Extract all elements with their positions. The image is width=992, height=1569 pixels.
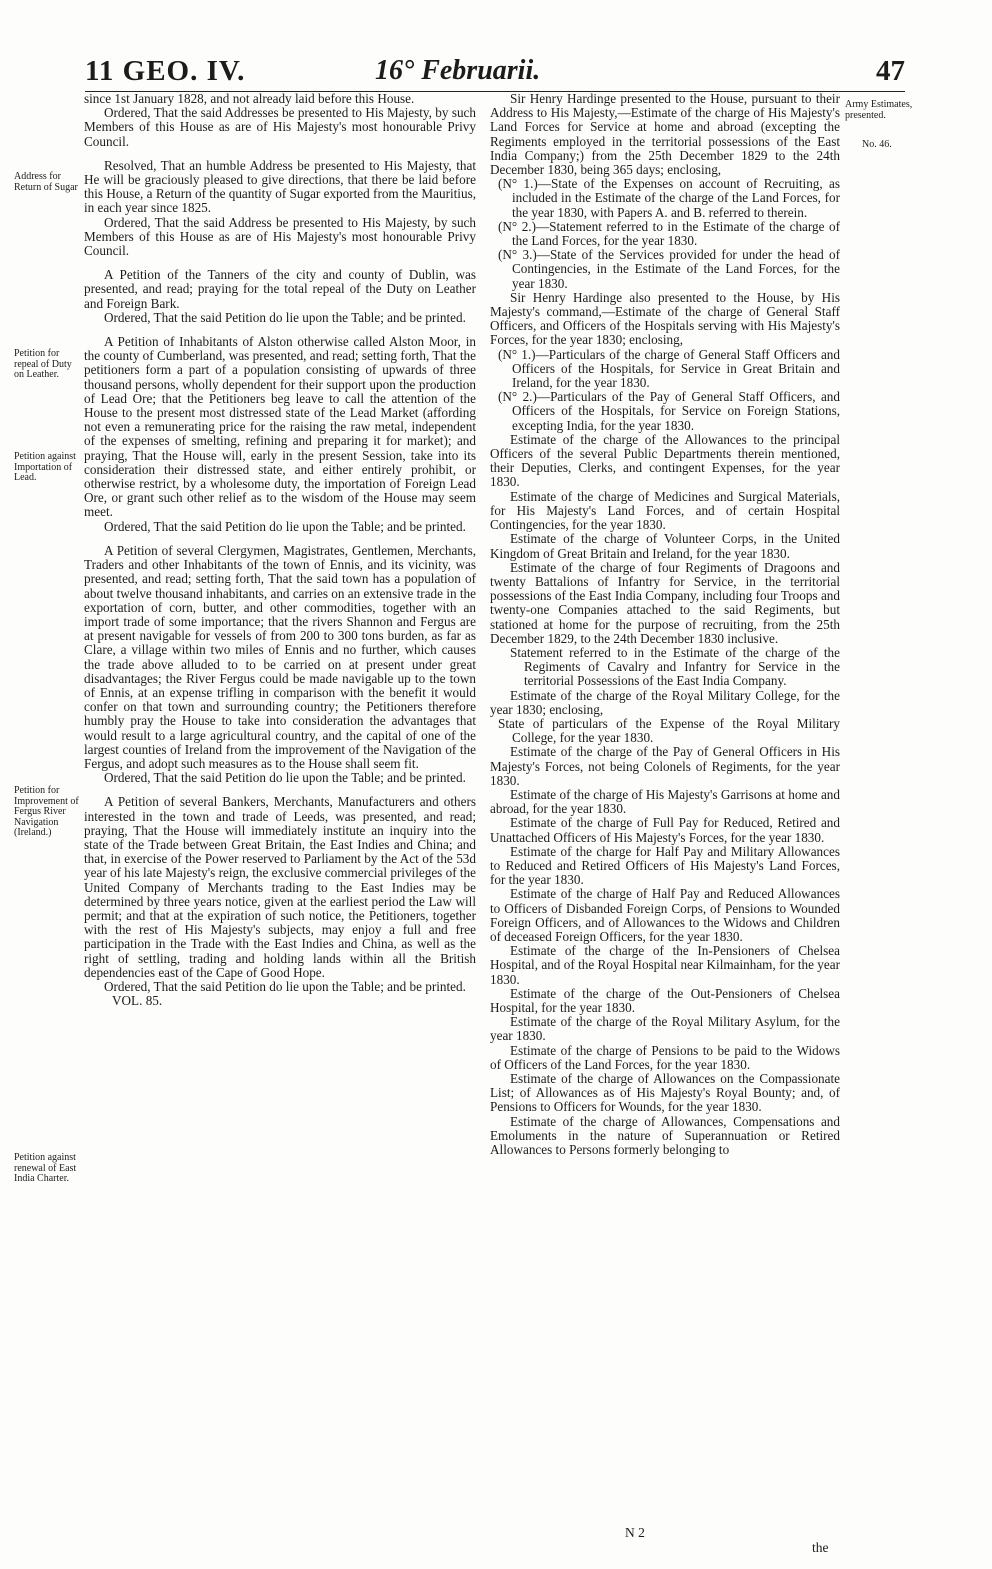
left-column [84, 92, 476, 1008]
paragraph: Ordered, That the said Address be presented to His Majesty, by such Members of this House as are of His Majesty's most honourable Privy Council. [84, 214, 476, 259]
margin-note-east-india: Petition against renewal of East India Charter. [14, 1152, 77, 1184]
paragraph: Ordered, That the said Petition do lie upon the Table; and be printed. [104, 518, 466, 534]
paragraph: Ordered, That the said Petition do lie upon the Table; and be printed. [104, 770, 466, 786]
margin-note-army: Army Estimates, presented. [845, 99, 913, 121]
paragraph: Resolved, That an humble Address be presented to His Majesty, that He will be graciously pleased to give directions, that there be laid before this House, a Return of the quantity of Sugar exported from the Mauritius, in each year since 1825. [84, 157, 476, 216]
paragraph: Ordered, That the said Addresses be presented to His Majesty, by such Members of this House as are of His Majesty's most honourable Privy Council. [84, 105, 476, 149]
enclosure-item: (N° 3.)—State of the Services provided for under the head of Contingencies, in the Estimate of the Land Forces, for the year 1830. [498, 247, 840, 291]
paragraph: Estimate of the charge of the Royal Military Asylum, for the year 1830. [490, 1014, 840, 1044]
paragraph: Estimate of the charge of Full Pay for Reduced, Retired and Unattached Officers of His Majesty's Forces, for the year 1830. [490, 815, 840, 845]
margin-note-leather: Petition for repeal of Duty on Leather. [14, 348, 72, 380]
volume-signature: VOL. 85. [112, 993, 163, 1009]
paragraph: Estimate of the charge of the Allowances to the principal Officers of the several Public Departments therein mentioned, their Deputies, Clerks, and contingent Expenses, for the year 1830. [490, 431, 840, 490]
paragraph: Estimate of the charge of Allowances on the Compassionate List; of Allowances as of His Majesty's Royal Bounty; and, of Pensions to Officers for Wounds, for the year 1830. [490, 1071, 840, 1115]
page-header [85, 55, 905, 92]
enclosure-item: (N° 2.)—Particulars of the Pay of General Staff Officers, and Officers of the Hospitals, for Service on Foreign Stations, excepting India, for the year 1830. [498, 389, 840, 433]
paragraph: Sir Henry Hardinge presented to the House, pursuant to their Address to His Majesty,—Estimate of the charge of His Majesty's Land Forces for Service at home and abroad (excepting the Regiments employed in the territorial possessions of the East India Company;) from the 25th December 1829 to the 24th December 1830, being 365 days; enclosing, [490, 91, 840, 178]
enclosure-item: State of particulars of the Expense of the Royal Military College, for the year 1830. [498, 715, 840, 746]
margin-note-fergus: Petition for Improvement of Fergus River Navigation (Ireland.) [14, 785, 79, 838]
margin-note-sugar: Address for Return of Sugar [14, 171, 78, 193]
right-column [490, 92, 840, 1157]
page-number: 47 [876, 55, 905, 87]
paragraph: Estimate of the charge of Pensions to be paid to the Widows of Officers of the Land Forces, for the year 1830. [490, 1042, 840, 1072]
paragraph: A Petition of the Tanners of the city and county of Dublin, was presented, and read; praying for the total repeal of the Duty on Leather and Foreign Bark. [84, 267, 476, 311]
margin-note-army-number: No. 46. [862, 139, 892, 150]
paragraph: Estimate of the charge of Half Pay and Reduced Allowances to Officers of Disbanded Foreign Corps, of Pensions to Wounded Foreign Officers, and of Allowances to the Widows and Children of deceased Foreign Officers, for the year 1830. [490, 886, 840, 944]
paragraph: Sir Henry Hardinge also presented to the House, by His Majesty's command,—Estimate of the charge of General Staff Officers, and Officers of the Hospitals serving with His Majesty's Forces, for the year 1830; enclosing, [490, 289, 840, 348]
header-regnal-year: 11 GEO. IV. [85, 55, 246, 87]
paragraph: Ordered, That the said Petition do lie upon the Table; and be printed. [104, 309, 466, 325]
catchword: the [812, 1540, 829, 1555]
paragraph: Estimate of the charge of Volunteer Corps, in the United Kingdom of Great Britain and Ireland, for the year 1830. [490, 531, 840, 561]
signature-mark: N 2 [625, 1525, 645, 1540]
enclosure-item: (N° 1.)—Particulars of the charge of General Staff Officers and Officers of the Hospitals, for Service in Great Britain and Ireland, for the year 1830. [498, 346, 840, 391]
header-date: 16° Februarii. [375, 55, 541, 86]
enclosure-item: Statement referred to in the Estimate of the charge of the Regiments of Cavalry and Infantry for Service in the territorial Possessions of the East India Company. [510, 644, 840, 689]
paragraph: Estimate of the charge of the Out-Pensioners of Chelsea Hospital, for the year 1830. [490, 985, 840, 1015]
enclosure-item: (N° 1.)—State of the Expenses on account of Recruiting, as included in the Estimate of the charge of the Land Forces, for the year 1830, with Papers A. and B. referred to therein. [498, 176, 840, 220]
paragraph: Estimate of the charge of the Pay of General Officers in His Majesty's Forces, not being Colonels of Regiments, for the year 1830. [490, 744, 840, 788]
paragraph: Estimate of the charge of the In-Pensioners of Chelsea Hospital, and of the Royal Hospital near Kilmainham, for the year 1830. [490, 943, 840, 987]
paragraph: Estimate of the charge for Half Pay and Military Allowances to Reduced and Retired Officers of His Majesty's Land Forces, for the year 1830. [490, 843, 840, 888]
paragraph: A Petition of several Bankers, Merchants, Manufacturers and others interested in the town and trade of Leeds, was presented, and read; praying, That the House will immediately institute an inquiry into the state of the Trade between Great Britain, the East Indies and China; and that, in exercise of the Power reserved to Parliament by the Act of the 53d year of his late Majesty's reign, the exclusive commercial privileges of the United Company of Merchants trading to the East Indies may be determined by three years notice, given at the earliest period the Law will permit; and that at the expiration of such notice, the Petitioners, together with the rest of His Majesty's subjects, may enjoy a full and free participation in the Trade with the East Indies and China, as well as the right of settling, trading and holding lands within all the British dependencies east of the Cape of Good Hope. [84, 794, 477, 980]
paragraph: Estimate of the charge of Medicines and Surgical Materials, for His Majesty's Land Forces, and of certain Hospital Contingencies, for the year 1830. [490, 488, 840, 533]
paragraph: since 1st January 1828, and not already laid before this House. [84, 91, 415, 106]
margin-note-lead: Petition against Importation of Lead. [14, 451, 76, 483]
enclosure-item: (N° 2.)—Statement referred to in the Estimate of the charge of the Land Forces, for the year 1830. [498, 218, 840, 249]
paragraph: Estimate of the charge of His Majesty's Garrisons at home and abroad, for the year 1830. [490, 786, 840, 817]
paragraph: A Petition of several Clergymen, Magistrates, Gentlemen, Merchants, Traders and other Inhabitants of the town of Ennis, and its vicinity, was presented, and read; setting forth, That the said town has a population of about twelve thousand inhabitants, and carries on an extensive trade in the exportation of corn, butter, and other commodities, together with an import trade of some importance; that the rivers Shannon and Fergus are at present navigable for vessels of from 200 to 300 tons burden, as far as Clare, a village within two miles of Ennis and no further, which causes the trade above alluded to to be carried on at present under great disadvantages; the River Fergus could be made navigable up to the town of Ennis, at an expense trifling in comparison with the benefit it would confer on that town and surrounding country; the Petitioners therefore humbly pray the House to take into consideration the advantages that would result to a large agricultural country, and the capital of one of the largest counties of Ireland from the improvement of the Navigation of the Fergus, and adopt such measures as to the House shall seem fit. [84, 542, 476, 771]
paragraph: Estimate of the charge of Allowances, Compensations and Emoluments in the nature of Superannuation or Retired Allowances to Persons formerly belonging to [490, 1113, 840, 1158]
paragraph: Estimate of the charge of the Royal Military College, for the year 1830; enclosing, [490, 687, 840, 717]
paragraph: A Petition of Inhabitants of Alston otherwise called Alston Moor, in the county of Cumberland, was presented, and read; setting forth, That the petitioners form a part of a population consisting of upwards of three thousand persons, wholly dependent for their support upon the production of Lead Ore; that the Petitioners beg leave to call the attention of the House to the present most distressed state of the Lead Market (affording not even a remunerating price for the raising the raw metal, independent of the expenses of smelting, refining and preparing it for market); and praying, That the House will, early in the present Session, take into its consideration their distressed state, and either entirely prohibit, or otherwise restrict, by a wholesome duty, the importation of Foreign Lead Ore, or grant such other relief as to the wisdom of the House may seem meet. [84, 334, 476, 520]
paragraph: Ordered, That the said Petition do lie upon the Table; and be printed. [104, 978, 466, 994]
paragraph: Estimate of the charge of four Regiments of Dragoons and twenty Battalions of Infantry for Service, in the territorial possessions of the East India Company, including four Troops and twenty-one Companies attached to the said Regiments, but stationed at home for the purpose of recruiting, from the 25th December 1829, to the 24th December 1830 inclusive. [490, 559, 840, 646]
